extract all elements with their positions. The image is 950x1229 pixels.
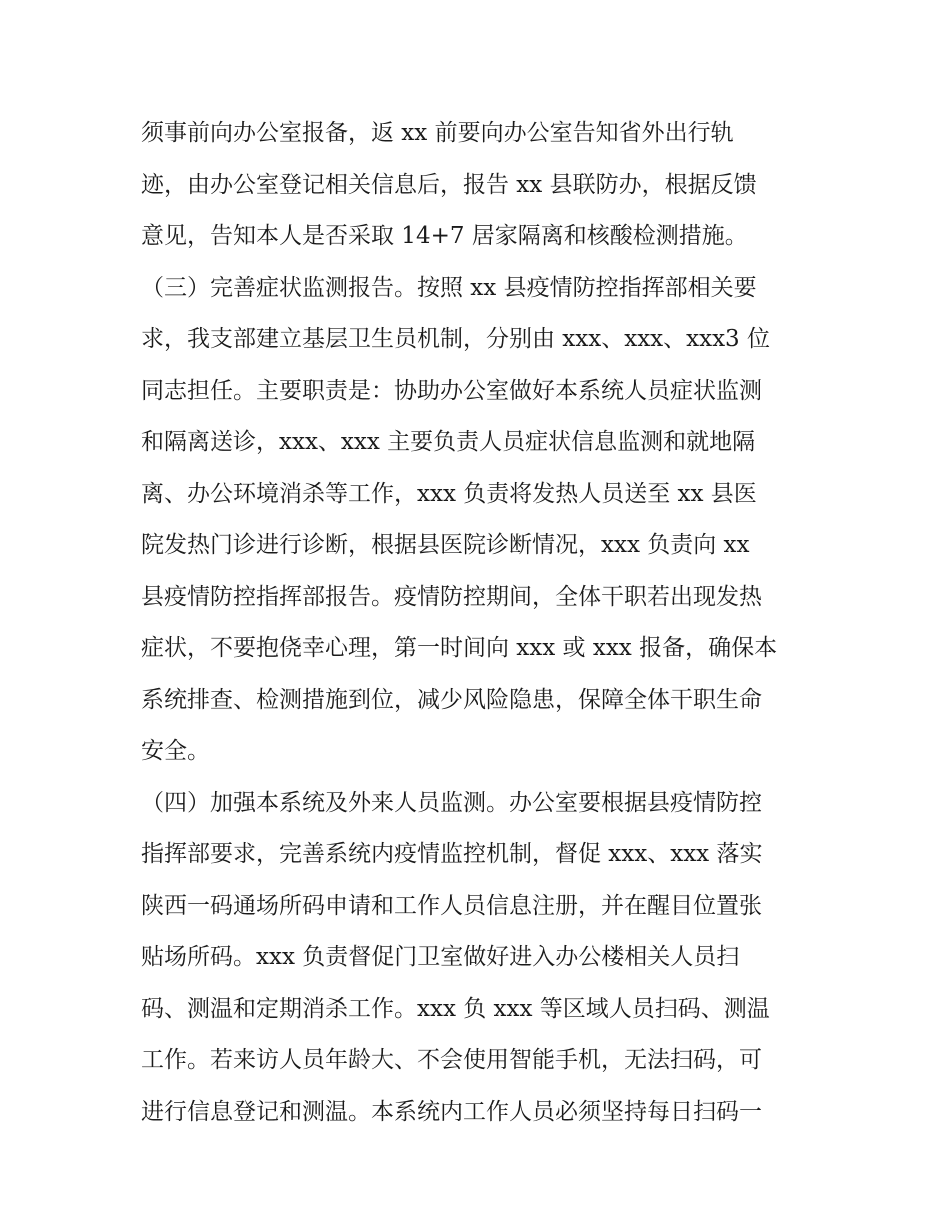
text-line: 系统排查、检测措施到位，减少风险隐患，保障全体干职生命 (141, 686, 762, 713)
text-line: 陕西一码通场所码申请和工作人员信息注册，并在醒目位置张 (141, 892, 762, 919)
text-line: 安全。 (141, 738, 210, 764)
text-line: 症状，不要抱侥幸心理，第一时间向 xxx 或 xxx 报备，确保本 (141, 635, 778, 661)
text-line: 同志担任。主要职责是：协助办公室做好本系统人员症状监测 (141, 377, 762, 404)
text-line: 进行信息登记和测温。本系统内工作人员必须坚持每日扫码一 (141, 1098, 762, 1125)
document-body (141, 108, 821, 1138)
text-line: 迹，由办公室登记相关信息后，报告 xx 县联防办，根据反馈 (141, 171, 757, 198)
text-line: 和隔离送诊，xxx、xxx 主要负责人员症状信息监测和就地隔 (141, 429, 756, 455)
text-line: 工作。若来访人员年龄大、不会使用智能手机，无法扫码，可 (141, 1047, 762, 1073)
text-line: 求，我支部建立基层卫生员机制，分别由 xxx、xxx、xxx3 位 (141, 326, 770, 352)
text-line: 意见，告知本人是否采取 14+7 居家隔离和核酸检测措施。 (141, 223, 748, 249)
text-line: 码、测温和定期消杀工作。xxx 负 xxx 等区域人员扫码、测温 (141, 995, 770, 1022)
text-line: 指挥部要求，完善系统内疫情监控机制，督促 xxx、xxx 落实 (141, 841, 763, 867)
section-3-heading-line: （三）完善症状监测报告。按照 xx 县疫情防控指挥部相关要 (141, 274, 757, 301)
text-line: 县疫情防控指挥部报告。疫情防控期间，全体干职若出现发热 (141, 583, 762, 610)
text-line: 须事前向办公室报备，返 xx 前要向办公室告知省外出行轨 (141, 120, 734, 146)
section-4-heading-line: （四）加强本系统及外来人员监测。办公室要根据县疫情防控 (141, 789, 762, 816)
text-line: 离、办公环境消杀等工作，xxx 负责将发热人员送至 xx 县医 (141, 480, 757, 507)
text-line: 贴场所码。xxx 负责督促门卫室做好进入办公楼相关人员扫 (141, 944, 740, 970)
text-line: 院发热门诊进行诊断，根据县医院诊断情况，xxx 负责向 xx (141, 532, 750, 558)
